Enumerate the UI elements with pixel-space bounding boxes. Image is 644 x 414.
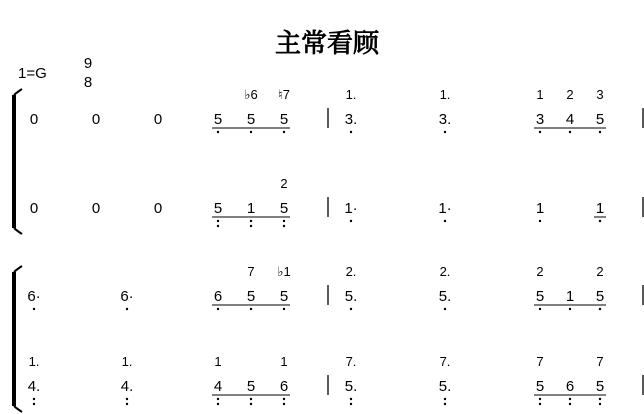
note-digit: 7 <box>536 354 544 369</box>
note-digit: 5. <box>344 288 358 305</box>
note-digit: 5 <box>246 378 256 395</box>
octave-dot <box>250 220 252 222</box>
note-digit: 5. <box>438 378 452 395</box>
octave-dot <box>350 398 352 400</box>
octave-dot <box>250 398 252 400</box>
octave-dot <box>444 131 446 133</box>
octave-dot <box>539 398 541 400</box>
note-digit: 5 <box>595 288 605 305</box>
octave-dot <box>217 220 219 222</box>
note-digit: 1· <box>344 200 358 217</box>
octave-dot <box>283 220 285 222</box>
octave-dot <box>126 398 128 400</box>
octave-dot <box>283 225 285 227</box>
note-digit: 4 <box>565 111 575 128</box>
note-digit: 7 <box>596 354 604 369</box>
note-digit: 5. <box>438 288 452 305</box>
note-digit: ♭1 <box>277 264 291 279</box>
staff-line <box>27 264 643 310</box>
note-digit: 6 <box>279 378 289 395</box>
note-digit: 5 <box>213 200 223 217</box>
note-digit: 7 <box>247 264 255 279</box>
octave-dot <box>444 398 446 400</box>
note-digit: 1. <box>345 87 357 102</box>
note-digit: 1 <box>536 87 544 102</box>
octave-dot <box>250 225 252 227</box>
octave-dot <box>350 220 352 222</box>
staff-line <box>30 176 643 227</box>
time-signature-top: 9 <box>83 55 93 72</box>
octave-dot <box>33 398 35 400</box>
note-digit: 1. <box>439 87 451 102</box>
octave-dot <box>350 131 352 133</box>
octave-dot <box>283 308 285 310</box>
note-digit: 5 <box>279 200 289 217</box>
note-digit: 5 <box>246 288 256 305</box>
time-signature-bottom: 8 <box>83 74 93 91</box>
octave-dot <box>539 308 541 310</box>
note-digit: 3. <box>438 111 452 128</box>
note-digit: 0 <box>91 200 101 217</box>
octave-dot <box>599 131 601 133</box>
note-digit: 5 <box>535 378 545 395</box>
note-digit: 6· <box>120 288 134 305</box>
note-digit: 1 <box>246 200 256 217</box>
octave-dot <box>569 403 571 405</box>
note-digit: 1 <box>214 354 222 369</box>
note-digit: 0 <box>29 200 39 217</box>
note-digit: 3 <box>596 87 604 102</box>
system-bracket <box>14 266 22 412</box>
octave-dot <box>569 131 571 133</box>
note-digit: 5 <box>595 378 605 395</box>
note-digit: ♮7 <box>278 87 290 102</box>
note-digit: 5 <box>535 288 545 305</box>
note-digit: 1 <box>565 288 575 305</box>
key-signature: 1=G <box>18 65 47 82</box>
octave-dot <box>283 403 285 405</box>
octave-dot <box>217 398 219 400</box>
octave-dot <box>444 220 446 222</box>
note-digit: 5 <box>246 111 256 128</box>
octave-dot <box>539 131 541 133</box>
note-digit: 2 <box>280 176 288 191</box>
note-digit: 0 <box>91 111 101 128</box>
note-digit: 1 <box>535 200 545 217</box>
octave-dot <box>217 308 219 310</box>
system-bracket <box>14 89 22 234</box>
octave-dot <box>217 225 219 227</box>
note-digit: 1. <box>28 354 40 369</box>
octave-dot <box>126 403 128 405</box>
note-digit: 3. <box>344 111 358 128</box>
systems-layer <box>14 87 643 412</box>
note-digit: 4. <box>120 378 134 395</box>
note-digit: 1 <box>595 200 605 217</box>
note-digit: 5 <box>279 288 289 305</box>
note-digit: 1· <box>438 200 452 217</box>
note-digit: 4. <box>27 378 41 395</box>
note-digit: 0 <box>29 111 39 128</box>
note-digit: 6· <box>27 288 41 305</box>
octave-dot <box>599 308 601 310</box>
note-digit: 2 <box>566 87 574 102</box>
octave-dot <box>33 403 35 405</box>
note-digit: 1. <box>121 354 133 369</box>
note-digit: 5 <box>279 111 289 128</box>
octave-dot <box>350 308 352 310</box>
octave-dot <box>283 131 285 133</box>
octave-dot <box>250 131 252 133</box>
octave-dot <box>283 398 285 400</box>
note-digit: 7. <box>439 354 451 369</box>
note-digit: 2. <box>345 264 357 279</box>
note-digit: 0 <box>153 200 163 217</box>
note-digit: 3 <box>535 111 545 128</box>
octave-dot <box>350 403 352 405</box>
note-digit: 0 <box>153 111 163 128</box>
octave-dot <box>444 403 446 405</box>
octave-dot <box>217 403 219 405</box>
octave-dot <box>539 403 541 405</box>
octave-dot <box>126 308 128 310</box>
note-digit: 6 <box>565 378 575 395</box>
note-digit: 2. <box>439 264 451 279</box>
octave-dot <box>569 398 571 400</box>
note-digit: 5. <box>344 378 358 395</box>
note-digit: 5 <box>213 111 223 128</box>
note-digit: 1 <box>280 354 288 369</box>
octave-dot <box>599 398 601 400</box>
note-digit: 7. <box>345 354 357 369</box>
note-digit: 6 <box>213 288 223 305</box>
octave-dot <box>539 220 541 222</box>
octave-dot <box>569 308 571 310</box>
octave-dot <box>444 308 446 310</box>
staff-line <box>30 87 643 133</box>
octave-dot <box>217 131 219 133</box>
octave-dot <box>33 308 35 310</box>
note-digit: 5 <box>595 111 605 128</box>
octave-dot <box>599 403 601 405</box>
octave-dot <box>250 403 252 405</box>
staff-line <box>28 354 643 405</box>
score-title: 主常看顾 <box>274 29 380 59</box>
octave-dot <box>250 308 252 310</box>
note-digit: 2 <box>596 264 604 279</box>
octave-dot <box>599 220 601 222</box>
note-digit: 2 <box>536 264 544 279</box>
note-digit: 4 <box>213 378 223 395</box>
note-digit: ♭6 <box>244 87 258 102</box>
